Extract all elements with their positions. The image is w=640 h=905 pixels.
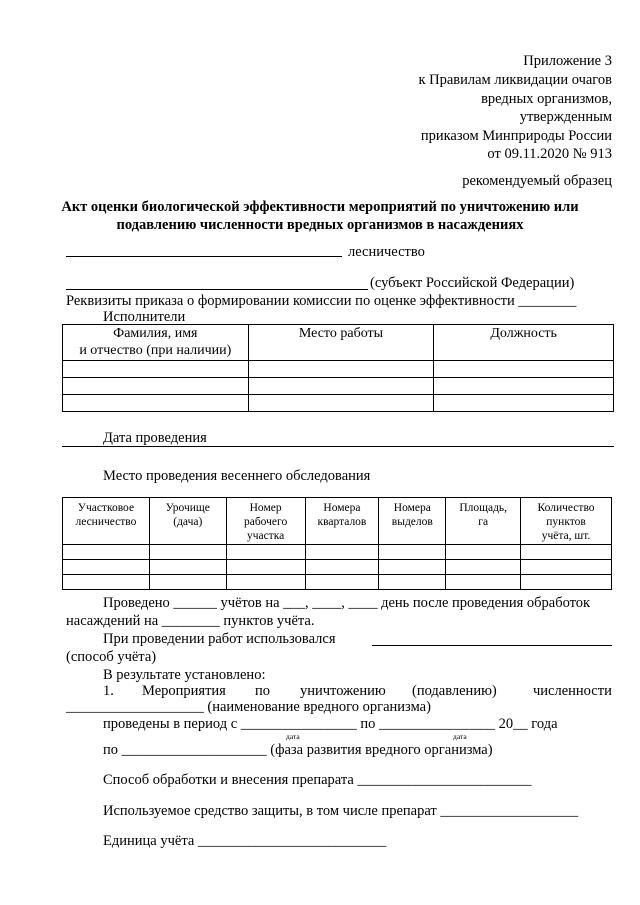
table-cell[interactable] <box>305 575 379 590</box>
table-cell[interactable] <box>379 560 446 575</box>
table-cell[interactable] <box>521 575 612 590</box>
table-row <box>63 560 612 575</box>
measures-word-1: Мероприятия <box>142 683 226 699</box>
table-row <box>63 575 612 590</box>
table-cell[interactable] <box>63 361 249 378</box>
measures-number: 1. <box>103 683 114 699</box>
counts-conducted-text: Проведено ______ учётов на ___, ____, ____ день после проведения обработок <box>103 595 591 611</box>
header-district-forestry-line-2: лесничество <box>75 516 137 528</box>
header-plot-number-line-2: рабочего <box>243 516 288 528</box>
subject-label: (субъект Российской Федерации) <box>370 275 575 291</box>
table-cell[interactable] <box>63 395 249 412</box>
table-cell[interactable] <box>226 545 305 560</box>
appendix-line-4: утвержденным <box>519 109 612 125</box>
location-table <box>62 497 612 590</box>
header-subcompartment-numbers-line-2: выделов <box>391 516 433 528</box>
header-area-line-1: Площадь, <box>459 502 508 514</box>
appendix-line-5: приказом Минприроды России <box>420 128 612 144</box>
phase-line: по ____________________ (фаза развития вредного организма) <box>103 742 493 758</box>
counts-points-text: насаждений на ________ пунктов учёта. <box>66 613 315 629</box>
count-unit-line: Единица учёта __________________________ <box>103 833 387 849</box>
location-table-header <box>63 498 612 545</box>
appendix-line-2: к Правилам ликвидации очагов <box>418 72 612 88</box>
protection-agent-line: Используемое средство защиты, в том числе препарат ___________________ <box>103 803 579 819</box>
header-plot-number-line-3: участка <box>246 530 285 542</box>
table-cell[interactable] <box>226 575 305 590</box>
table-row <box>63 545 612 560</box>
table-cell[interactable] <box>63 575 150 590</box>
executors-table <box>62 324 614 412</box>
header-plot-number-line-1: Номер <box>249 502 282 514</box>
header-full-name <box>63 325 249 361</box>
date-hint-from: дата <box>286 732 300 741</box>
table-cell[interactable] <box>248 378 434 395</box>
header-quarter-numbers-line-2: кварталов <box>317 516 367 528</box>
table-cell[interactable] <box>226 560 305 575</box>
treatment-method-line: Способ обработки и внесения препарата ________________________ <box>103 772 532 788</box>
table-cell[interactable] <box>446 575 521 590</box>
header-district-forestry-line-1: Участковое <box>77 502 135 514</box>
place-label: Место проведения весеннего обследования <box>103 468 371 484</box>
date-label: Дата проведения <box>103 430 207 446</box>
method-note: (способ учёта) <box>66 649 157 665</box>
table-cell[interactable] <box>305 560 379 575</box>
executors-label: Исполнители <box>103 309 186 325</box>
subject-blank[interactable] <box>66 289 368 290</box>
document-title-line-2: подавлению численности вредных организмов в насаждениях <box>116 217 524 233</box>
header-subcompartment-numbers <box>379 498 446 545</box>
header-quarter-numbers <box>305 498 379 545</box>
header-quarter-numbers-line-1: Номера <box>323 502 361 514</box>
table-cell[interactable] <box>446 560 521 575</box>
header-points-count-line-1: Количество <box>537 502 595 514</box>
header-area <box>446 498 521 545</box>
table-row <box>63 378 614 395</box>
header-tract-line-2: (дача) <box>173 516 203 528</box>
method-used-label: При проведении работ использовался <box>103 631 336 647</box>
measures-word-5: численности <box>533 683 612 699</box>
header-position: Должность <box>434 325 614 361</box>
measures-word-3: уничтожению <box>300 683 386 699</box>
executors-table-header <box>63 325 614 361</box>
period-line: проведены в период с ________________ по ________________ 20__ года <box>103 716 558 732</box>
header-points-count-line-3: учёта, шт. <box>541 530 591 542</box>
table-cell[interactable] <box>149 545 226 560</box>
results-label: В результате установлено: <box>103 667 266 683</box>
method-used-blank[interactable] <box>372 645 612 646</box>
header-subcompartment-numbers-line-1: Номера <box>393 502 431 514</box>
table-cell[interactable] <box>521 560 612 575</box>
table-cell[interactable] <box>149 575 226 590</box>
table-cell[interactable] <box>248 395 434 412</box>
sample-note: рекомендуемый образец <box>462 173 612 189</box>
table-cell[interactable] <box>434 361 614 378</box>
table-cell[interactable] <box>434 378 614 395</box>
table-cell[interactable] <box>446 545 521 560</box>
document-title-line-1: Акт оценки биологической эффективности мероприятий по уничтожению или <box>61 199 579 215</box>
header-points-count-line-2: пунктов <box>546 516 586 528</box>
header-points-count <box>521 498 612 545</box>
table-cell[interactable] <box>434 395 614 412</box>
date-hint-to: дата <box>453 732 467 741</box>
appendix-line-6: от 09.11.2020 № 913 <box>487 146 612 162</box>
table-cell[interactable] <box>521 545 612 560</box>
header-plot-number <box>226 498 305 545</box>
header-tract-line-1: Урочище <box>165 502 210 514</box>
header-full-name-line-2: и отчество (при наличии) <box>79 343 232 358</box>
appendix-line-3: вредных организмов, <box>481 91 612 107</box>
table-cell[interactable] <box>379 545 446 560</box>
table-cell[interactable] <box>63 378 249 395</box>
header-area-line-2: га <box>478 516 489 528</box>
header-district-forestry <box>63 498 150 545</box>
header-tract <box>149 498 226 545</box>
order-details-label: Реквизиты приказа о формировании комиссии по оценке эффективности ________ <box>66 293 577 309</box>
pest-name-line: ___________________ (наименование вредного организма) <box>66 699 431 715</box>
appendix-number: Приложение 3 <box>523 53 612 69</box>
forestry-blank[interactable] <box>66 256 342 257</box>
header-workplace: Место работы <box>248 325 434 361</box>
table-cell[interactable] <box>149 560 226 575</box>
table-row <box>63 395 614 412</box>
forestry-label: лесничество <box>348 244 425 260</box>
table-row <box>63 361 614 378</box>
table-cell[interactable] <box>305 545 379 560</box>
header-full-name-line-1: Фамилия, имя <box>113 326 198 341</box>
measures-word-2: по <box>255 683 271 699</box>
table-cell[interactable] <box>63 560 150 575</box>
measures-word-4: (подавлению) <box>412 683 497 699</box>
table-cell[interactable] <box>379 575 446 590</box>
table-cell[interactable] <box>248 361 434 378</box>
table-cell[interactable] <box>63 545 150 560</box>
